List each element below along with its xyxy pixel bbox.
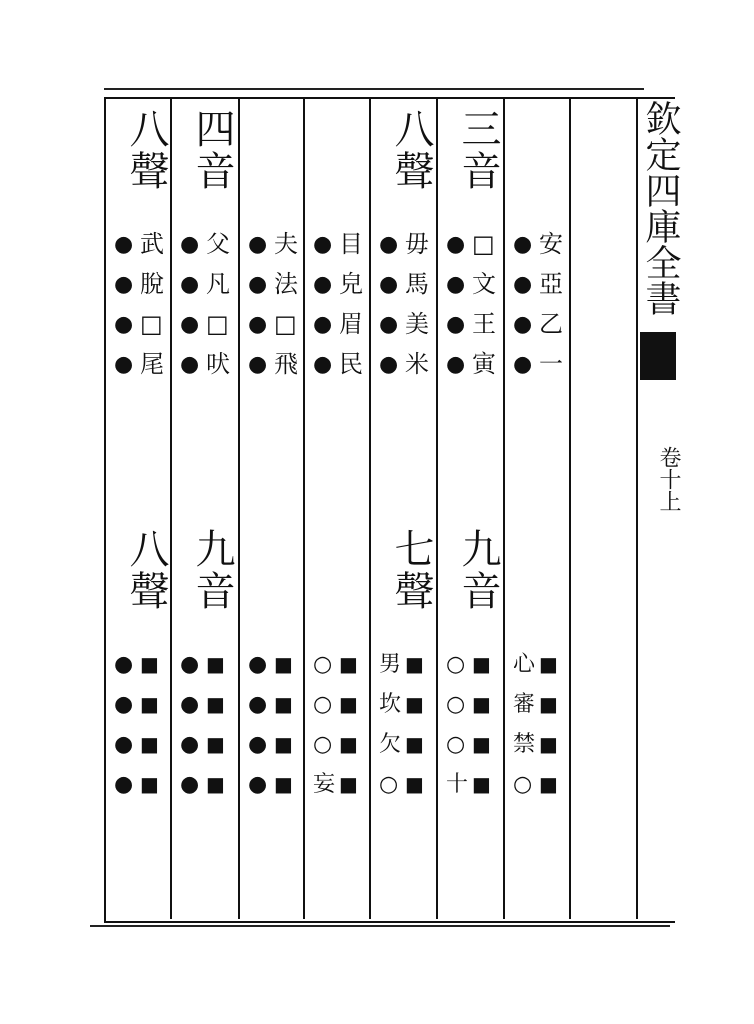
tone-mark: ● (248, 652, 268, 677)
tone-mark: 欠 (379, 732, 402, 757)
table-cell (505, 266, 567, 306)
character: 武 (140, 230, 164, 258)
table-cell (106, 266, 168, 306)
tone-mark: ● (180, 652, 200, 677)
character: 文 (472, 270, 496, 298)
tone-heading: 八聲 (123, 108, 169, 192)
table-cell (106, 766, 168, 806)
tone-mark: ● (446, 272, 466, 297)
tone-mark: ● (180, 232, 200, 257)
character: ■ (539, 732, 558, 756)
table-cell (505, 226, 567, 266)
character: ■ (274, 652, 293, 676)
character: ■ (472, 732, 491, 756)
tone-mark: ● (114, 692, 134, 717)
character: 尾 (140, 350, 164, 378)
margin-divider (636, 97, 638, 919)
table-cell (505, 766, 567, 806)
character: 脫 (140, 270, 164, 298)
character: 美 (405, 310, 429, 338)
column-divider (569, 97, 571, 919)
tone-mark: ○ (379, 772, 399, 797)
character: ■ (339, 772, 358, 796)
table-cell (106, 346, 168, 386)
table-cell (438, 266, 500, 306)
tone-mark: ● (513, 312, 533, 337)
tone-mark: ● (248, 312, 268, 337)
tone-mark: ● (513, 352, 533, 377)
character: 米 (405, 350, 429, 378)
table-cell (106, 646, 168, 686)
table-cell (172, 766, 234, 806)
character: 飛 (274, 350, 298, 378)
character: ■ (539, 772, 558, 796)
character: 安 (539, 230, 563, 258)
tone-mark: ● (379, 232, 399, 257)
tone-mark: ○ (313, 732, 333, 757)
tone-mark: ● (180, 692, 200, 717)
character: ■ (206, 652, 225, 676)
character: ■ (339, 692, 358, 716)
tone-mark: ● (114, 232, 134, 257)
table-cell (438, 686, 500, 726)
character: ■ (405, 732, 424, 756)
tone-heading: 三音 (455, 108, 501, 192)
table-cell (438, 306, 500, 346)
tone-mark: ○ (446, 652, 466, 677)
character: ■ (472, 692, 491, 716)
character: 吠 (206, 350, 230, 378)
top-rule (104, 88, 644, 90)
character: 馬 (405, 270, 429, 298)
table-cell (172, 226, 234, 266)
tone-mark: ● (180, 772, 200, 797)
tone-mark: ● (180, 732, 200, 757)
tone-heading: 四音 (189, 108, 235, 192)
tone-mark: ● (248, 272, 268, 297)
table-cell (172, 686, 234, 726)
character: 夫 (274, 230, 298, 258)
table-cell (371, 346, 433, 386)
character: ■ (339, 732, 358, 756)
tone-mark: ● (313, 312, 333, 337)
character: 父 (206, 230, 230, 258)
character: 毋 (405, 230, 429, 258)
table-cell (240, 306, 302, 346)
character: ■ (472, 652, 491, 676)
table-cell (371, 726, 433, 766)
table-cell (305, 266, 367, 306)
character: ■ (539, 692, 558, 716)
table-cell (438, 646, 500, 686)
table-cell (305, 726, 367, 766)
tone-mark: ● (379, 312, 399, 337)
character: ■ (472, 772, 491, 796)
table-cell (172, 726, 234, 766)
table-cell (172, 646, 234, 686)
tone-mark: ● (248, 732, 268, 757)
table-cell (505, 346, 567, 386)
book-title: 欽定四庫全書 (640, 100, 681, 316)
character: 一 (539, 350, 563, 378)
character: 乙 (539, 310, 563, 338)
tone-mark: ● (114, 272, 134, 297)
tone-mark: ● (114, 312, 134, 337)
tone-mark: ● (180, 272, 200, 297)
tone-mark: 心 (513, 652, 536, 677)
character: ■ (274, 772, 293, 796)
table-cell (240, 766, 302, 806)
table-cell (172, 346, 234, 386)
character: □ (472, 230, 495, 258)
table-cell (240, 226, 302, 266)
table-cell (172, 306, 234, 346)
character: ■ (405, 772, 424, 796)
tone-heading: 八聲 (123, 528, 169, 612)
character: 寅 (472, 350, 496, 378)
tone-heading: 七聲 (388, 528, 434, 612)
character: 法 (274, 270, 298, 298)
character: 民 (339, 350, 363, 378)
character: ■ (339, 652, 358, 676)
table-cell (305, 306, 367, 346)
character: ■ (405, 692, 424, 716)
table-cell (371, 646, 433, 686)
character: 亞 (539, 270, 563, 298)
tone-mark: ○ (446, 692, 466, 717)
tone-mark: ● (446, 232, 466, 257)
character: ■ (274, 692, 293, 716)
table-cell (305, 686, 367, 726)
character: ■ (206, 772, 225, 796)
character: ■ (405, 652, 424, 676)
bottom-rule (90, 925, 670, 927)
tone-mark: ● (513, 272, 533, 297)
tone-mark: ● (313, 232, 333, 257)
tone-mark: 男 (379, 652, 402, 677)
tone-mark: 審 (513, 692, 536, 717)
table-cell (505, 686, 567, 726)
character: ■ (274, 732, 293, 756)
table-cell (106, 306, 168, 346)
table-cell (371, 266, 433, 306)
tone-mark: 十 (446, 772, 469, 797)
table-cell (438, 226, 500, 266)
character: 王 (472, 310, 496, 338)
tone-heading: 八聲 (388, 108, 434, 192)
tone-mark: ● (513, 232, 533, 257)
table-cell (438, 766, 500, 806)
table-cell (106, 686, 168, 726)
tone-mark: ○ (446, 732, 466, 757)
tone-heading: 九音 (189, 528, 235, 612)
table-cell (371, 226, 433, 266)
tone-mark: ● (114, 352, 134, 377)
tone-mark: ● (114, 772, 134, 797)
table-cell (505, 306, 567, 346)
tone-mark: ● (248, 692, 268, 717)
tone-mark: ● (313, 352, 333, 377)
character: ■ (206, 732, 225, 756)
table-cell (305, 226, 367, 266)
table-cell (240, 726, 302, 766)
table-cell (505, 646, 567, 686)
tone-mark: 坎 (379, 692, 402, 717)
character: ■ (206, 692, 225, 716)
table-cell (106, 726, 168, 766)
tone-mark: ● (379, 352, 399, 377)
character: □ (274, 310, 297, 338)
tone-mark: ● (114, 652, 134, 677)
tone-mark: ● (313, 272, 333, 297)
tone-mark: ○ (313, 692, 333, 717)
character: 眉 (339, 310, 363, 338)
table-cell (371, 766, 433, 806)
character: ■ (140, 652, 159, 676)
volume-label: 卷十上 (656, 446, 681, 512)
character: 凡 (206, 270, 230, 298)
character: ■ (140, 772, 159, 796)
tone-mark: ● (248, 772, 268, 797)
table-cell (106, 226, 168, 266)
character: ■ (539, 652, 558, 676)
tone-mark: ● (180, 312, 200, 337)
character: □ (206, 310, 229, 338)
character: 皃 (339, 270, 363, 298)
table-cell (240, 266, 302, 306)
table-cell (371, 306, 433, 346)
tone-mark: ● (248, 352, 268, 377)
character: ■ (140, 732, 159, 756)
table-cell (240, 346, 302, 386)
table-cell (305, 766, 367, 806)
character: □ (140, 310, 163, 338)
table-cell (438, 726, 500, 766)
fishtail-mark (640, 332, 676, 380)
character: 目 (339, 230, 363, 258)
tone-mark: ○ (513, 772, 533, 797)
table-cell (371, 686, 433, 726)
character: ■ (140, 692, 159, 716)
tone-mark: ● (446, 352, 466, 377)
tone-mark: ● (379, 272, 399, 297)
table-cell (438, 346, 500, 386)
tone-mark: ● (446, 312, 466, 337)
tone-heading: 九音 (455, 528, 501, 612)
table-cell (305, 646, 367, 686)
tone-mark: ○ (313, 652, 333, 677)
table-cell (505, 726, 567, 766)
tone-mark: ● (114, 732, 134, 757)
table-cell (305, 346, 367, 386)
tone-mark: ● (248, 232, 268, 257)
table-cell (240, 646, 302, 686)
tone-mark: 禁 (513, 732, 536, 757)
tone-mark: ● (180, 352, 200, 377)
table-cell (240, 686, 302, 726)
tone-mark: 妄 (313, 772, 336, 797)
table-cell (172, 266, 234, 306)
